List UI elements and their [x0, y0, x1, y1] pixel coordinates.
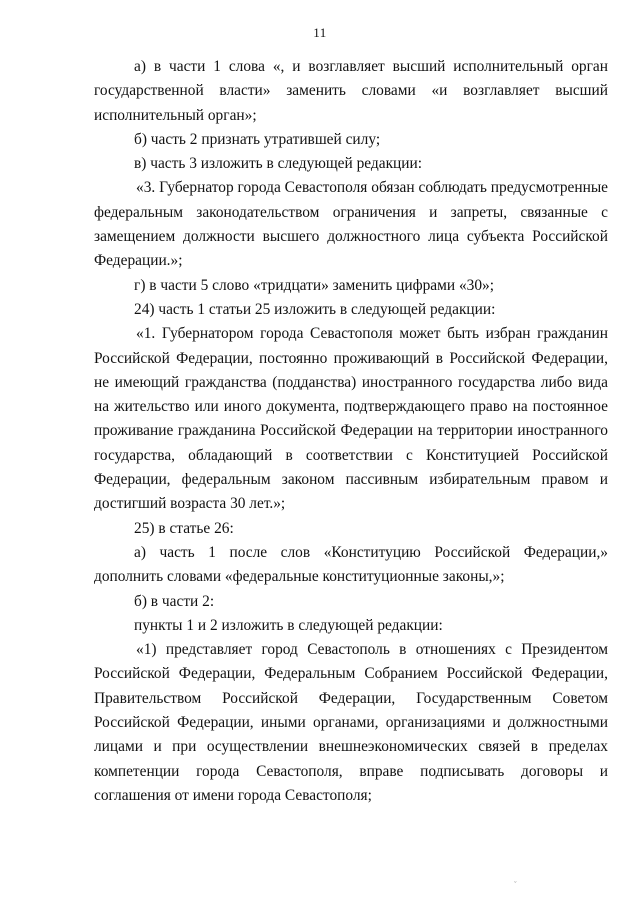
paragraph-quoted-part-3: «3. Губернатор города Севастополя обязан соблюдать предусмотренные федеральным законодательством ограничения и запреты, связанные с замещением должности высшего должностного лица субъекта Российской Федерации.»;	[94, 179, 608, 270]
paragraph-quoted-point-1: «1) представляет город Севастополь в отношениях с Президентом Российской Федерации, Федеральным Собранием Российской Федерации, Правительством Российской Федерации, Государственным Советом Российской Федерации, иными органами, организациями и должностными лицами и при осуществлении внешнеэкономических связей в пределах компетенции города Севастополя, вправе подписывать договоры и соглашения от имени города Севастополя;	[94, 641, 608, 804]
paragraph-quoted-article-25-part-1: «1. Губернатором города Севастополя может быть избран гражданин Российской Федерации, постоянно проживающий в Российской Федерации, не имеющий гражданства (подданства) иностранного государства либо вида на жительство или иного документа, подтверждающего право на постоянное проживание гражданина Российской Федерации на территории иностранного государства, обладающий в соответствии с Конституцией Российской Федерации, федеральным законом пассивным избирательным правом и достигший возраста 30 лет.»;	[94, 325, 608, 513]
paragraph-item-24: 24) часть 1 статьи 25 изложить в следующей редакции:	[134, 300, 496, 318]
paragraph-article-26-b: б) в части 2:	[134, 592, 215, 610]
paragraph-amendment-b-part-2: б) часть 2 признать утратившей силу;	[134, 130, 381, 148]
document-body	[94, 55, 608, 808]
paragraph-article-26-a: а) часть 1 после слов «Конституцию Российской Федерации,» дополнить словами «федеральные конституционные законы,»;	[94, 543, 608, 586]
paragraph-amendment-v-part-3: в) часть 3 изложить в следующей редакции:	[134, 155, 423, 173]
paragraph-amendment-a-part-1: а) в части 1 слова «, и возглавляет высший исполнительный орган государственной власти» заменить словами «и возглавляет высший исполнительный орган»;	[94, 58, 608, 124]
paragraph-amendment-g-part-5: г) в части 5 слово «тридцати» заменить цифрами «30»;	[134, 276, 495, 294]
paragraph-points-1-2: пункты 1 и 2 изложить в следующей редакции:	[134, 616, 443, 634]
page-number: 11	[313, 25, 327, 40]
scan-mark: ˇ	[514, 880, 517, 889]
paragraph-item-25: 25) в статье 26:	[134, 519, 234, 537]
